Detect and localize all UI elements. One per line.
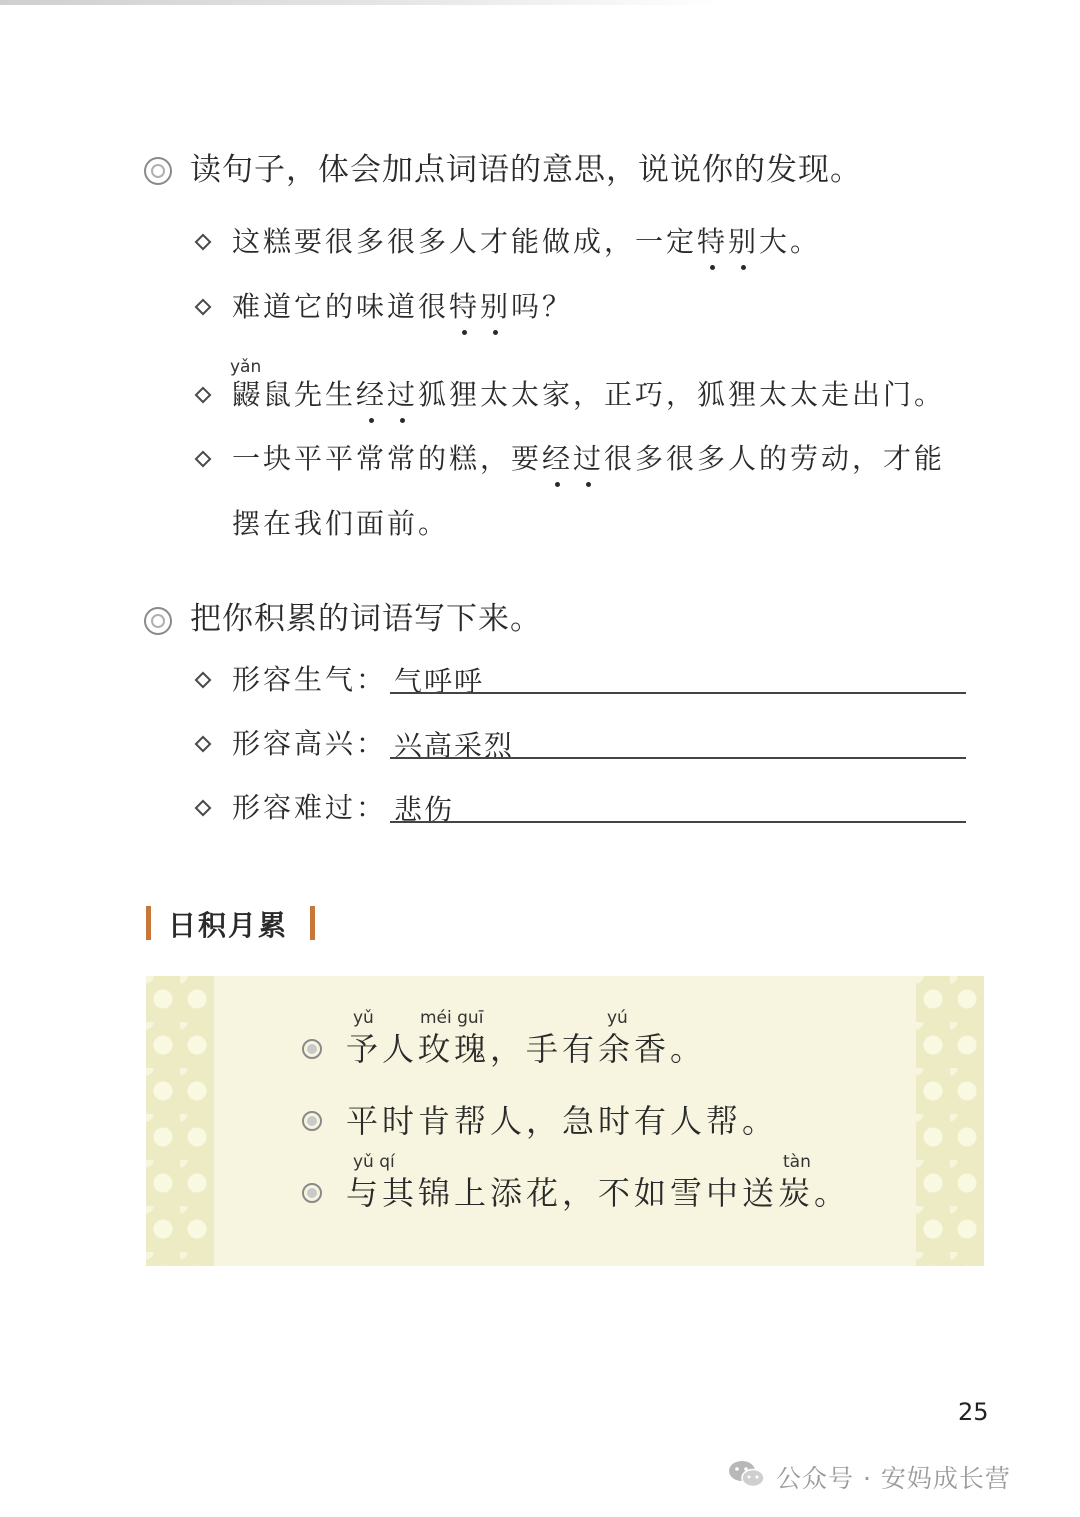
word-label-happy: 形容高兴： [232, 727, 388, 760]
watermark-text: 公众号 · 安妈成长营 [776, 1464, 1011, 1493]
pinyin-meigui: méi guī [420, 1008, 484, 1028]
section-write-icon [144, 607, 172, 635]
sentence-4-continued: 摆在我们面前。 [232, 507, 450, 540]
diamond-bullet-icon [195, 672, 212, 689]
diamond-bullet-icon [195, 451, 212, 468]
emphasized-char: 过 [387, 375, 418, 415]
answer-sad[interactable]: 悲伤 [394, 793, 455, 826]
sentence-1: 这糕要很多很多人才能做成，一定特别大。 [232, 222, 821, 262]
pinyin-yu2: yú [607, 1008, 628, 1028]
proverb-bullet-icon [302, 1111, 322, 1131]
word-label-angry: 形容生气： [232, 663, 388, 696]
emphasized-char: 经 [542, 439, 573, 479]
answer-happy[interactable]: 兴高采烈 [394, 729, 515, 762]
title-bar-left [146, 906, 151, 940]
proverb-3: 与其锦上添花，不如雪中送炭。 [346, 1174, 851, 1212]
panel-pattern-right [916, 976, 984, 1266]
proverb-1: 予人玫瑰，手有余香。 [346, 1030, 707, 1068]
diamond-bullet-icon [195, 800, 212, 817]
pinyin-yan: yǎn [230, 357, 262, 377]
page-number: 25 [958, 1398, 989, 1426]
sentence-3: 鼹鼠先生经过狐狸太太家，正巧，狐狸太太走出门。 [232, 375, 945, 415]
diamond-bullet-icon [195, 299, 212, 316]
panel-pattern-left [146, 976, 214, 1266]
emphasized-char: 经 [356, 375, 387, 415]
emphasized-char: 别 [728, 222, 759, 262]
sentence-4: 一块平平常常的糕，要经过很多很多人的劳动，才能 [232, 439, 945, 479]
diamond-bullet-icon [195, 736, 212, 753]
emphasized-char: 特 [449, 287, 480, 327]
diamond-bullet-icon [195, 387, 212, 404]
proverb-2: 平时肯帮人，急时有人帮。 [346, 1102, 779, 1140]
section-read-icon [144, 157, 172, 185]
top-edge-strip [0, 0, 720, 5]
section2-heading: 把你积累的词语写下来。 [190, 601, 542, 637]
proverb-bullet-icon [302, 1039, 322, 1059]
pinyin-yu: yǔ [353, 1008, 374, 1028]
title-bar-right [310, 906, 315, 940]
emphasized-char: 特 [697, 222, 728, 262]
word-label-sad: 形容难过： [232, 791, 388, 824]
answer-line [390, 821, 966, 823]
pinyin-yuqi: yǔ qí [353, 1152, 395, 1172]
emphasized-char: 过 [573, 439, 604, 479]
emphasized-char: 别 [480, 287, 511, 327]
section1-heading: 读句子，体会加点词语的意思，说说你的发现。 [190, 152, 862, 188]
answer-line [390, 757, 966, 759]
section3-title: 日积月累 [168, 909, 289, 942]
answer-line [390, 692, 966, 694]
sentence-2: 难道它的味道很特别吗？ [232, 287, 573, 327]
wechat-icon [728, 1459, 766, 1489]
answer-angry[interactable]: 气呼呼 [394, 665, 485, 698]
proverb-bullet-icon [302, 1183, 322, 1203]
diamond-bullet-icon [195, 234, 212, 251]
pinyin-tan: tàn [783, 1152, 811, 1172]
